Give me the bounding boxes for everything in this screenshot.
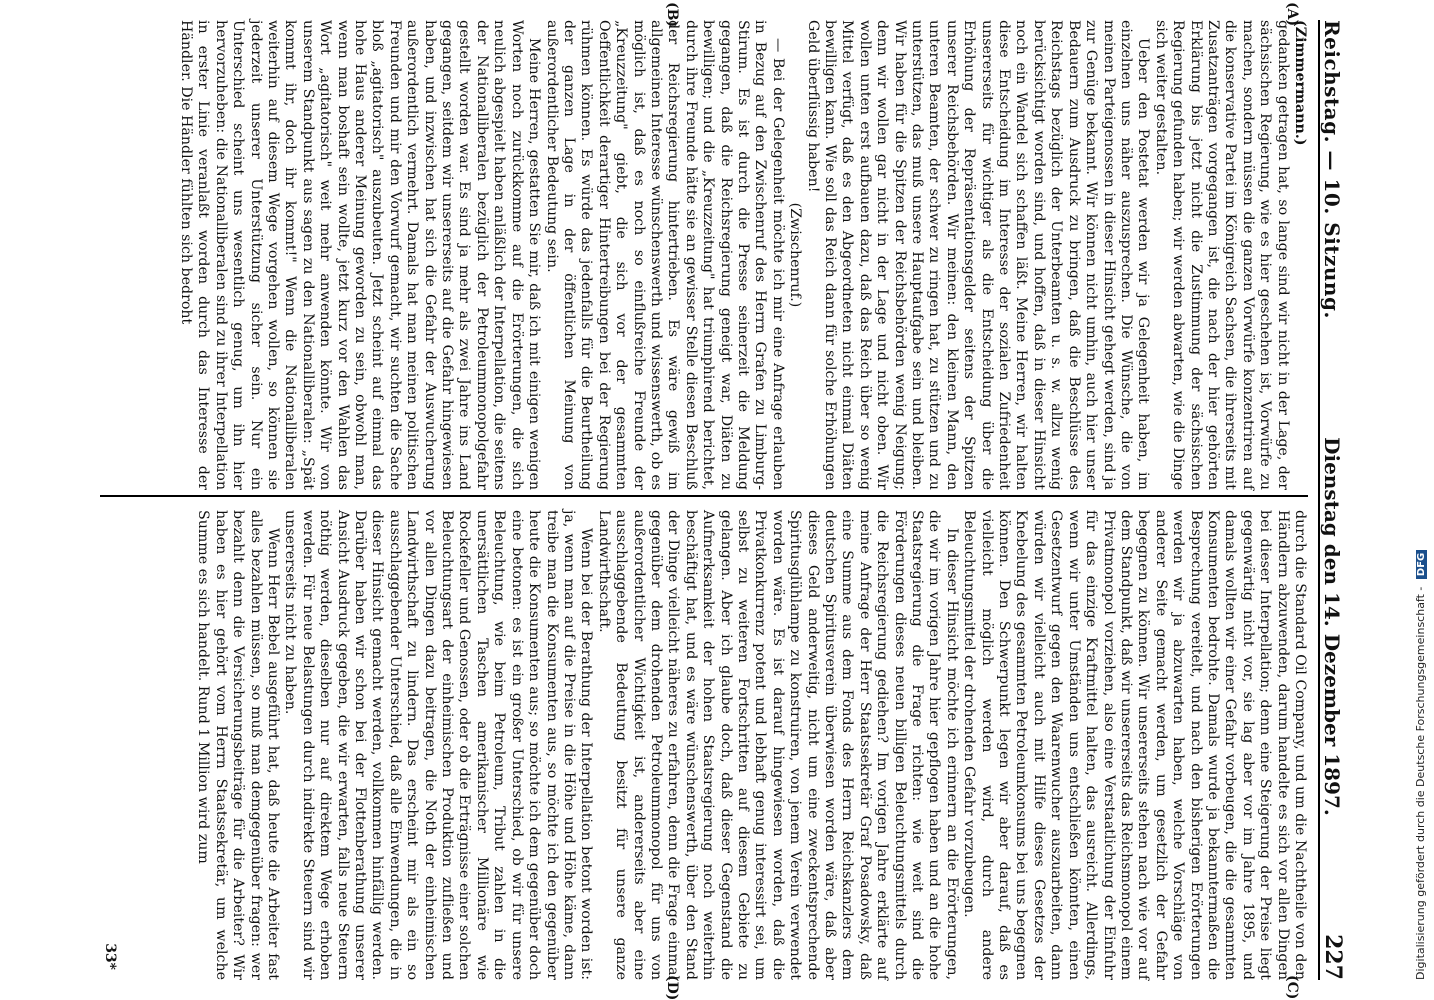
header-date: Dienstag den 14. Dezember 1897. (1320, 437, 1344, 816)
paragraph: Wenn Herr Bebel ausgeführt hat, daß heute die Arbeiter fast alles bezahlen müssen, so muß man demgegenüber fragen: wer bezahlt denn die Versicherungsbeiträge für die Arbeiter? Wir haben es hier gehört vom Herrn Staatssekretär, um welche Summe es sich handelt. Rund 1 Million wird zum (195, 510, 282, 980)
margin-marker-c: (C) (1284, 975, 1300, 1000)
margin-marker-a: (A) (1284, 2, 1300, 27)
margin-marker-b: (B) (664, 2, 680, 28)
page-header (1318, 20, 1360, 980)
document-page (80, 0, 1380, 1000)
paragraph: durch die Standard Oil Company, und um die Nachtheile von den Händlern abzuwenden, darum handelte es sich vor allen Dingen bei dieser Interpellation; denn eine Steigerung der Preise liegt gegenwärtig nicht vor, sie lag aber vor im Jahre 1895, und damals wollten wir einer Gefahr vorbeugen, die die gesammten Konsumenten bedrohte. Damals wurde ja bekanntermaßen die Besprechung vereitelt, und nach den bisherigen Erörterungen werden wir ja abzuwarten haben, welche Vorschläge von anderer Seite gemacht werden, um gesetzlich der Gefahr begegnen zu können. Wir unsererseits stehen nach wie vor auf dem Standpunkt, daß wir unsererseits das Reichsmonopol einem Privatmonopol vorziehen, also eine Verstaatlichung der Einfuhr für das einzige Kraftmittel halten, das ausreicht. Allerdings, wenn wir unter Umständen uns entschließen könnten, einen Gesetzentwurf gegen den Waarenwucher auszuarbeiten, dann würden wir vielleicht auch mit Hilfe dieses Gesetzes der Knebelung des gesammten Petroleumkonsums bei uns begegnen können. Den Schwerpunkt legen wir aber darauf, daß es vielleicht möglich werden wird, durch andere Beleuchtungsmittel der drohenden Gefahr vorzubeugen. (961, 510, 1308, 980)
column-divider (100, 495, 1308, 497)
left-column (100, 20, 1308, 490)
paragraph: Wenn bei der Berathung der Interpellation betont worden ist: ja, wenn man auf die Preise in die Höhe und Höhe käme, dann treibe man die Konsumenten aus, so möchte ich den gegenüber heute die Konsumenten aus; so möchte ich dem gegenüber doch eine betonen: es ist ein großer Unterschied, ob wir für unsere Beleuchtung, wie beim Petroleum, Tribut zahlen in die unersättlichen Taschen amerikanischer Millionäre wie Rockefeller und Genossen, oder ob die Erträgnisse einer solchen Beleuchtungsart der einheimischen Produktion zufließen und vor allen Dingen dazu beitragen, die Noth der einheimischen Landwirthschaft zu lindern. Das erscheint mir als ein so ausschlaggebender Unterschied, daß alle Einwendungen, die in dieser Hinsicht gemacht werden, vollkommen hinfällig werden. Darüber haben wir schon bei der Flottenberathung unserer Ansicht Ausdruck gegeben, die wir erwarten, falls neue Steuern nöthig werden, dieselben nur auf direktem Wege erhoben werden. Für neue Belastungen durch indirekte Steuern sind wir unsererseits nicht zu haben. (282, 510, 595, 980)
paragraph: In dieser Hinsicht möchte ich erinnern an die Erörterungen, die wir im vorigen Jahre hier gepflogen haben und an die hohe Staatsregierung die Frage richten: wie weit sind die Förderungen dieses neuen billigen Beleuchtungsmittels durch die Reichsregierung gediehen? Im vorigen Jahre erklärte auf meine Anfrage der Herr Staatssekretär Graf Posadowsky, daß eine Summe aus dem Fonds des Herrn Reichskanzlers dem deutschen Spiritusverein überwiesen worden wäre, daß aber dieses Geld anderweitig, nicht um eine zweckentsprechende Spiritusglühlampe zu konstruiren, von jenem Verein verwendet worden wäre. Es ist darauf hingewiesen worden, daß die Privatkonkurrenz potent und lebhaft genug interessirt sei, um selbst zu weiteren Fortschritten auf diesem Gebiete zu gelangen. Aber ich glaube doch, daß dieser Gegenstand die Aufmerksamkeit der hohen Staatsregierung noch weiterhin beschäftigt hat, und es wäre wünschenswerth, über den Stand der Dinge vielleicht näheres zu erfahren, denn die Frage einmal gegenüber dem drohenden Petroleummonopol für uns von außerordentlicher Wichtigkeit ist, andererseits aber eine ausschlaggebende Bedeutung besitzt für unsere ganze Landwirthschaft. (595, 510, 960, 980)
right-column (100, 510, 1308, 980)
paragraph: Ueber den Postetat werden wir ja Gelegenheit haben, im einzelnen uns näher auszusprechen. Die Wünsche, die von meinen Parteigenossen in dieser Hinsicht gehegt werden, sind ja zur Genüge bekannt. Wir können nicht umhin, auch hier unser Bedauern zum Ausdruck zu bringen, daß die Beschlüsse des Reichstags bezüglich der Unterbeamten u. s. w. allzu wenig berücksichtigt worden sind, und hoffen, daß in dieser Hinsicht noch ein Wandel sich schaffen läßt. Meine Herren, wir halten diese Entscheidung im Interesse der sozialen Zufriedenheit unsererseits für wichtiger als die Entscheidung über die Erhöhung der Repräsentationsgelder seitens der Spitzen unserer Reichsbehörden. Wir meinen: den kleinen Mann, den unteren Beamten, der schwer zu ringen hat, zu stützen und zu unterstützen, das muß unsere Hauptaufgabe sein und bleiben. Wir haben für die Spitzen der Reichsbehörden wenig Neigung; denn wir wollen gar nicht in der Lage und nicht oben. Wir wollen unten erst aufbauen dazu, daß das Reich über so wenig Mittel verfügt, daß es den Abgeordneten nicht einmal Diäten bewilligen kann. Wie soll das Reich dann für solche Erhöhungen Geld überflüssig haben! (804, 20, 1152, 490)
interjection: (Zwischenruf.) (787, 202, 804, 308)
credit-text: Digitalisierung gefördert durch die Deutsche Forschungsgemeinschaft - (1414, 586, 1427, 980)
signature-mark: 33* (102, 943, 118, 970)
speaker-name: (Zimmermann.) (1292, 20, 1308, 146)
margin-marker-d: (D) (664, 975, 680, 1000)
paragraph: — Bei der Gelegenheit möchte ich mir eine Anfrage erlauben in Bezug auf den Zwischenruf des Herrn Grafen zu Limburg-Stirum. Es ist durch die Presse seinerzeit die Meldung gegangen, daß die Reichsregierung geneigt war, Diäten zu bewilligen; und die „Kreuzzeitung" hat triumphirend berichtet, durch ihre Freunde hätte sie an gewisser Stelle diesen Beschluß der Reichsregierung hintertrieben. Es wäre gewiß im allgemeinen Interesse wünschenswerth und wissenswerth, ob es möglich ist, daß es noch so einflußreiche Freunde der „Kreuzzeitung" giebt, die sich vor der gesammten Oeffentlichkeit derartiger Hintertreibungen bei der Regierung rühmen können. Es würde das jedenfalls für die Beurtheilung der ganzen Lage in der öffentlichen Meinung von außerordentlicher Bedeutung sein. (543, 20, 786, 490)
header-left: Reichstag. — 10. Sitzung. (1320, 20, 1344, 319)
paragraph: Meine Herren, gestatten Sie mir, daß ich mit einigen wenigen Worten noch zurückkomme auf die Erörterungen, die sich neulich abgespielt haben anläßlich der Interpellation, die seitens der Nationalliberalen bezüglich der Petroleummonopolgefahr gestellt worden war. Es sind ja mehr als zwei Jahre ins Land gegangen, seitdem wir unsererseits auf die Gefahr hingewiesen haben, und inzwischen hat sich die Gefahr der Auswucherung außerordentlich vermehrt. Damals hat man meinen politischen Freunden und mir den Vorwurf gemacht, wir suchten die Sache bloß „agitatorisch" auszubeuten. Jetzt scheint auf einmal das hohe Haus anderer Meinung geworden zu sein, obwohl man, wenn man boshaft sein wollte, jetzt kurz vor den Wahlen das Wort „agitatorisch" weit mehr anwenden könnte. Wir von unserem Standpunkt aus sagen zu den Nationalliberalen: „Spät kommt ihr, doch ihr kommt!" Wenn die Nationalliberalen weiterhin auf diesem Wege vorgehen wollen, so können sie jederzeit unserer Unterstützung sicher sein. Nur ein Unterschied scheint uns wesentlich genug, um ihn hier hervorzuheben: die Nationalliberalen sind zu ihrer Interpellation in erster Linie veranlaßt worden durch das Interesse der Händler. Die Händler fühlten sich bedroht (178, 20, 543, 490)
digitization-credit (1404, 0, 1434, 1000)
page-number: 227 (1320, 934, 1346, 980)
dfg-logo: DFG (1416, 550, 1427, 579)
paragraph: gedanken getragen hat, so lange sind wir nicht in der Lage, der sächsischen Regierung, wie es hier geschehen ist, Vorwürfe zu machen, sondern müssen die ganzen Vorwürfe konzentriren auf die konservative Partei im Königreich Sachsen, die ihrerseits mit Zusatzanträgen vorgegangen ist, die nach der hier gehörten Erklärung bis jetzt nicht die Zustimmung der sächsischen Regierung gefunden haben; wir werden abwarten, wie die Dinge sich weiter gestalten. (1152, 20, 1291, 490)
